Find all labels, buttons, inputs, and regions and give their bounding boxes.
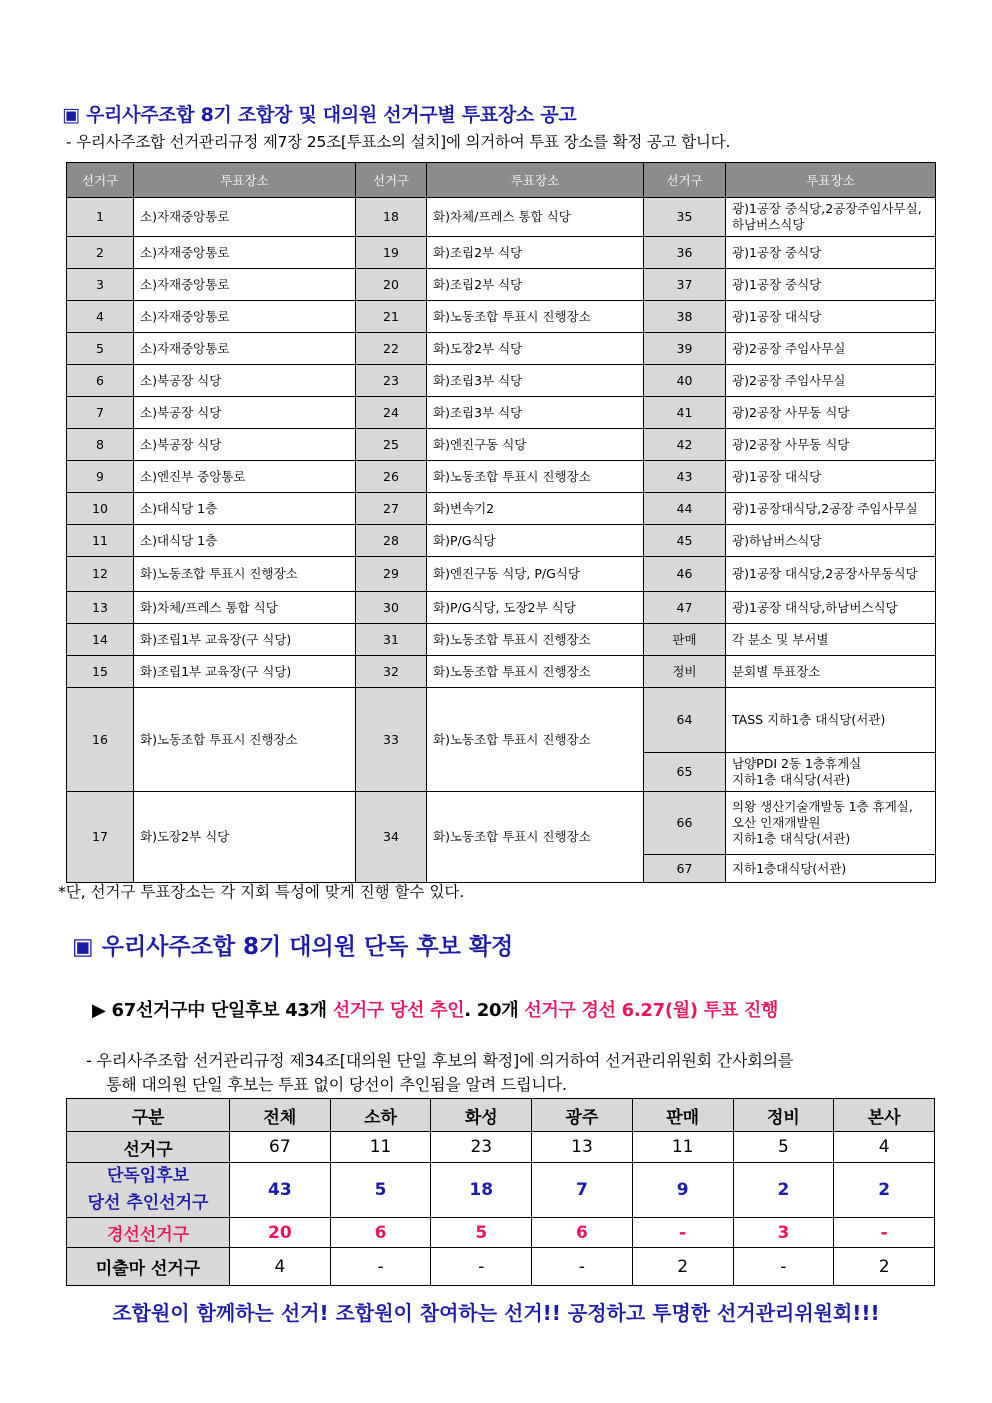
row-label: [67, 1163, 230, 1218]
place-cell: 화)노동조합 투표시 진행장소: [134, 557, 356, 592]
place-cell: 화)조립2부 식당: [427, 269, 644, 301]
section1-subtitle: - 우리사주조합 선거관리규정 제7장 25조[투표소의 설치]에 의거하여 투표 장소를 확정 공고 합니다.: [66, 133, 731, 151]
place-cell: 화)도장2부 식당: [134, 792, 356, 883]
place-cell: 소)북공장 식당: [134, 397, 356, 429]
district-cell: 67: [644, 855, 726, 883]
header-category: 구분: [67, 1099, 230, 1132]
summary-row-districts: [67, 1132, 935, 1163]
district-cell: 10: [67, 493, 134, 525]
district-cell: 9: [67, 461, 134, 493]
place-cell: 소)자재중앙통로: [134, 198, 356, 237]
value-cell: -: [431, 1248, 532, 1286]
value-cell: 13: [532, 1132, 633, 1163]
place-cell: 화)노동조합 투표시 진행장소: [427, 301, 644, 333]
description-line-2: 통해 대의원 단일 후보는 투표 없이 당선이 추인됨을 알려 드립니다.: [106, 1075, 567, 1094]
district-cell: 22: [356, 333, 427, 365]
value-cell: 2: [834, 1163, 935, 1218]
place-cell: 분회별 투표장소: [726, 656, 936, 688]
bullet-text-c: . 20개: [464, 1000, 525, 1021]
district-cell: 24: [356, 397, 427, 429]
summary-bullet: [92, 996, 778, 1022]
place-cell: 소)북공장 식당: [134, 429, 356, 461]
place-cell: 광)1공장 중식당: [726, 237, 936, 269]
place-cell: 광)1공장대식당,2공장 주임사무실: [726, 493, 936, 525]
district-cell: 44: [644, 493, 726, 525]
place-cell: 소)대식당 1층: [134, 493, 356, 525]
value-cell: 6: [330, 1218, 431, 1248]
district-cell: 36: [644, 237, 726, 269]
value-cell: 11: [632, 1132, 733, 1163]
place-cell: 화)엔진구동 식당, P/G식당: [427, 557, 644, 592]
district-cell: 27: [356, 493, 427, 525]
place-cell: 화)도장2부 식당: [427, 333, 644, 365]
district-cell: 25: [356, 429, 427, 461]
description-line-1: - 우리사주조합 선거관리규정 제34조[대의원 단일 후보의 확정]에 의거하여 선거관리위원회 간사회의를: [86, 1051, 794, 1070]
district-cell: 판매: [644, 624, 726, 656]
table-header-row: [67, 163, 936, 198]
place-cell: 소)자재중앙통로: [134, 301, 356, 333]
district-cell: 13: [67, 592, 134, 624]
place-cell: 소)자재중앙통로: [134, 269, 356, 301]
summary-header-row: [67, 1099, 935, 1132]
district-cell: 정비: [644, 656, 726, 688]
value-cell: 5: [330, 1163, 431, 1218]
district-cell: 16: [67, 688, 134, 792]
place-cell: 광)1공장 대식당,하남버스식당: [726, 592, 936, 624]
header-hq: 본사: [834, 1099, 935, 1132]
value-cell: 5: [733, 1132, 834, 1163]
value-cell: 9: [632, 1163, 733, 1218]
place-cell: 광)1공장 대식당: [726, 461, 936, 493]
value-cell: 23: [431, 1132, 532, 1163]
header-soha: 소하: [330, 1099, 431, 1132]
polling-place-table: [66, 162, 936, 883]
header-sales: 판매: [632, 1099, 733, 1132]
place-cell: 화)노동조합 투표시 진행장소: [427, 792, 644, 883]
district-cell: 65: [644, 753, 726, 792]
value-cell: 6: [532, 1218, 633, 1248]
header-hwaseong: 화성: [431, 1099, 532, 1132]
value-cell: 2: [733, 1163, 834, 1218]
district-cell: 66: [644, 792, 726, 855]
place-cell: 화)차체/프레스 통합 식당: [427, 198, 644, 237]
table-row: [67, 792, 936, 855]
place-cell: 화)차체/프레스 통합 식당: [134, 592, 356, 624]
table-row: [67, 333, 936, 365]
table-row: [67, 592, 936, 624]
header-district-2: 선거구: [356, 163, 427, 198]
district-cell: 3: [67, 269, 134, 301]
table-row: [67, 397, 936, 429]
table-row: [67, 656, 936, 688]
place-cell: 화)엔진구동 식당: [427, 429, 644, 461]
district-cell: 38: [644, 301, 726, 333]
place-cell: 화)조립3부 식당: [427, 397, 644, 429]
header-place-2: 투표장소: [427, 163, 644, 198]
place-cell: 소)자재중앙통로: [134, 333, 356, 365]
table-row: [67, 461, 936, 493]
place-cell: 화)변속기2: [427, 493, 644, 525]
district-cell: 14: [67, 624, 134, 656]
place-cell: 화)조립2부 식당: [427, 237, 644, 269]
value-cell: 20: [230, 1218, 331, 1248]
district-cell: 12: [67, 557, 134, 592]
value-cell: -: [834, 1218, 935, 1248]
place-cell: 화)노동조합 투표시 진행장소: [427, 688, 644, 792]
district-cell: 30: [356, 592, 427, 624]
place-cell: 의왕 생산기술개발동 1층 휴게실, 오산 인재개발원 지하1층 대식당(서관): [726, 792, 936, 855]
district-cell: 2: [67, 237, 134, 269]
district-cell: 6: [67, 365, 134, 397]
district-cell: 35: [644, 198, 726, 237]
table-row: [67, 493, 936, 525]
summary-row-single-candidate: [67, 1163, 935, 1218]
value-cell: 18: [431, 1163, 532, 1218]
district-cell: 29: [356, 557, 427, 592]
table-row: [67, 429, 936, 461]
place-cell: 광)하남버스식당: [726, 525, 936, 557]
value-cell: 2: [632, 1248, 733, 1286]
bullet-text-d: 선거구 경선 6.27(월) 투표 진행: [524, 1000, 779, 1021]
district-cell: 43: [644, 461, 726, 493]
place-cell: 광)2공장 주임사무실: [726, 365, 936, 397]
row-label: 미출마 선거구: [67, 1248, 230, 1286]
place-cell: 광)2공장 사무동 식당: [726, 397, 936, 429]
row-label: 경선선거구: [67, 1218, 230, 1248]
header-total: 전체: [230, 1099, 331, 1132]
district-cell: 47: [644, 592, 726, 624]
district-cell: 42: [644, 429, 726, 461]
value-cell: 43: [230, 1163, 331, 1218]
value-cell: 3: [733, 1218, 834, 1248]
place-cell: 광)1공장 중식당: [726, 269, 936, 301]
header-district-3: 선거구: [644, 163, 726, 198]
table-row: [67, 525, 936, 557]
place-cell: 각 분소 및 부서별: [726, 624, 936, 656]
district-cell: 18: [356, 198, 427, 237]
value-cell: 2: [834, 1248, 935, 1286]
place-cell: 화)조립3부 식당: [427, 365, 644, 397]
district-cell: 26: [356, 461, 427, 493]
bullet-text-a: ▶ 67선거구中 단일후보 43개: [92, 1000, 333, 1021]
row-label-line-2: 당선 추인선거구: [87, 1193, 209, 1213]
summary-row-contested: [67, 1218, 935, 1248]
place-cell: 화)노동조합 투표시 진행장소: [427, 656, 644, 688]
district-cell: 32: [356, 656, 427, 688]
district-cell: 37: [644, 269, 726, 301]
district-cell: 20: [356, 269, 427, 301]
table-row: [67, 688, 936, 753]
header-place-3: 투표장소: [726, 163, 936, 198]
district-cell: 21: [356, 301, 427, 333]
section2-description: [86, 1049, 936, 1097]
district-cell: 8: [67, 429, 134, 461]
district-cell: 64: [644, 688, 726, 753]
footer-slogan: 조합원이 함께하는 선거! 조합원이 참여하는 선거!! 공정하고 투명한 선거관리위원회!!!: [112, 1301, 880, 1325]
place-cell: 광)1공장 중식당,2공장주임사무실, 하남버스식당: [726, 198, 936, 237]
header-district-1: 선거구: [67, 163, 134, 198]
place-cell: 남양PDI 2동 1층휴게실 지하1층 대식당(서관): [726, 753, 936, 792]
district-cell: 4: [67, 301, 134, 333]
district-cell: 19: [356, 237, 427, 269]
value-cell: 7: [532, 1163, 633, 1218]
value-cell: -: [632, 1218, 733, 1248]
place-cell: 광)2공장 사무동 식당: [726, 429, 936, 461]
place-cell: 화)P/G식당, 도장2부 식당: [427, 592, 644, 624]
place-cell: 광)2공장 주임사무실: [726, 333, 936, 365]
place-cell: 소)자재중앙통로: [134, 237, 356, 269]
district-cell: 31: [356, 624, 427, 656]
district-cell: 1: [67, 198, 134, 237]
table-row: [67, 557, 936, 592]
place-cell: 화)조립1부 교육장(구 식당): [134, 624, 356, 656]
value-cell: -: [330, 1248, 431, 1286]
district-cell: 23: [356, 365, 427, 397]
candidate-summary-table: [66, 1098, 935, 1286]
section2-title: ▣ 우리사주조합 8기 대의원 단독 후보 확정: [72, 934, 514, 960]
table-row: [67, 198, 936, 237]
place-cell: 소)엔진부 중앙통로: [134, 461, 356, 493]
place-cell: 화)조립1부 교육장(구 식당): [134, 656, 356, 688]
district-cell: 34: [356, 792, 427, 883]
header-maintenance: 정비: [733, 1099, 834, 1132]
value-cell: -: [733, 1248, 834, 1286]
place-cell: 광)1공장 대식당: [726, 301, 936, 333]
district-cell: 28: [356, 525, 427, 557]
row-label: 선거구: [67, 1132, 230, 1163]
table-row: [67, 365, 936, 397]
place-cell: 화)노동조합 투표시 진행장소: [427, 461, 644, 493]
value-cell: 67: [230, 1132, 331, 1163]
section1-title: ▣ 우리사주조합 8기 조합장 및 대의원 선거구별 투표장소 공고: [62, 104, 577, 126]
value-cell: 4: [834, 1132, 935, 1163]
value-cell: 5: [431, 1218, 532, 1248]
district-cell: 5: [67, 333, 134, 365]
value-cell: -: [532, 1248, 633, 1286]
district-cell: 46: [644, 557, 726, 592]
district-cell: 15: [67, 656, 134, 688]
district-cell: 40: [644, 365, 726, 397]
district-cell: 45: [644, 525, 726, 557]
header-place-1: 투표장소: [134, 163, 356, 198]
summary-row-no-candidate: [67, 1248, 935, 1286]
table-row: [67, 237, 936, 269]
place-cell: 화)P/G식당: [427, 525, 644, 557]
district-cell: 33: [356, 688, 427, 792]
district-cell: 11: [67, 525, 134, 557]
district-cell: 41: [644, 397, 726, 429]
district-cell: 7: [67, 397, 134, 429]
place-cell: 소)북공장 식당: [134, 365, 356, 397]
table-row: [67, 624, 936, 656]
bullet-text-b: 선거구 당선 추인: [332, 1000, 465, 1021]
value-cell: 11: [330, 1132, 431, 1163]
district-cell: 17: [67, 792, 134, 883]
table-row: [67, 269, 936, 301]
value-cell: 4: [230, 1248, 331, 1286]
place-cell: 화)노동조합 투표시 진행장소: [427, 624, 644, 656]
table-row: [67, 301, 936, 333]
place-cell: 지하1층대식당(서관): [726, 855, 936, 883]
place-cell: 광)1공장 대식당,2공장사무동식당: [726, 557, 936, 592]
row-label-line-1: 단독입후보: [106, 1166, 190, 1186]
place-cell: TASS 지하1층 대식당(서관): [726, 688, 936, 753]
place-cell: 화)노동조합 투표시 진행장소: [134, 688, 356, 792]
note-text: *단, 선거구 투표장소는 각 지회 특성에 맞게 진행 할수 있다.: [58, 883, 465, 901]
place-cell: 소)대식당 1층: [134, 525, 356, 557]
header-gwangju: 광주: [532, 1099, 633, 1132]
district-cell: 39: [644, 333, 726, 365]
